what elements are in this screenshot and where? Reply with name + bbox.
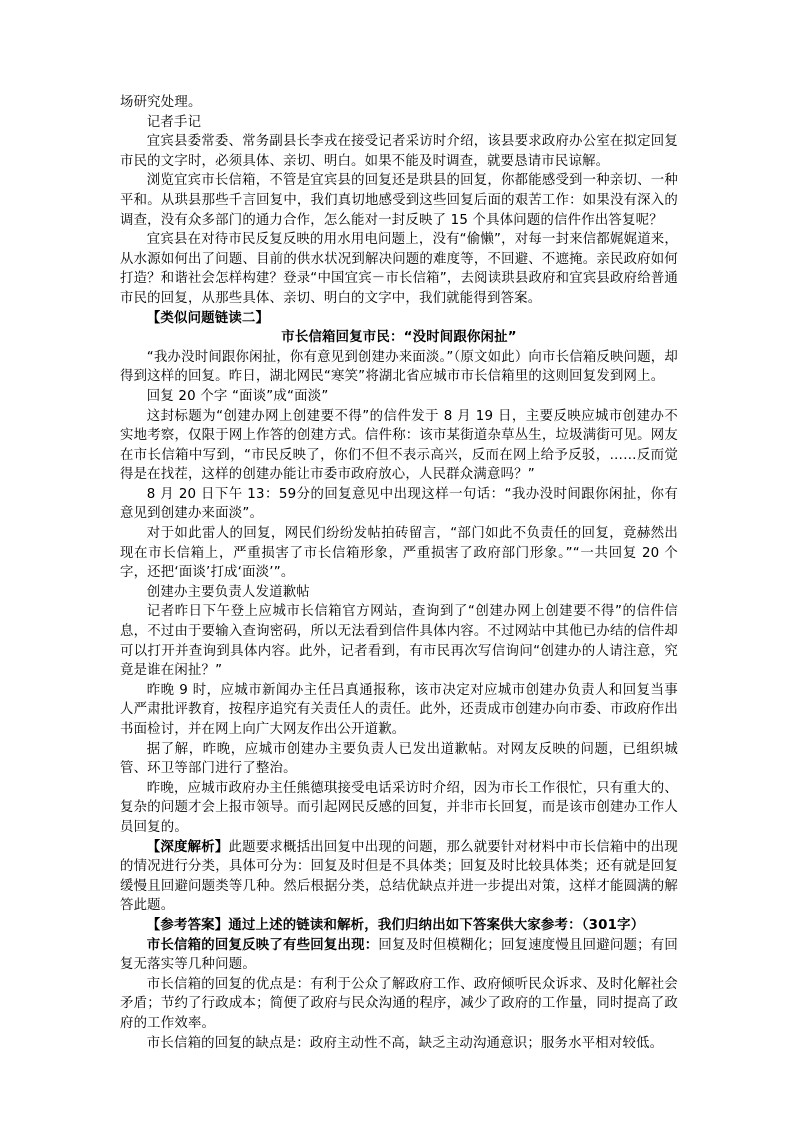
answer-lead: 通过上述的链读和解析，我们归纳出如下答案供大家参考：（301字） bbox=[228, 917, 645, 933]
answer-disadvantages: 市长信箱的回复的缺点是：政府主动性不高，缺乏主动沟通意识；服务水平相对较低。 bbox=[146, 1035, 664, 1051]
answer-paragraph bbox=[120, 916, 678, 936]
article-title: 市长信箱回复市民：“没时间跟你闲扯” bbox=[281, 330, 517, 346]
document-page bbox=[120, 93, 678, 1053]
paragraph: “我办没时间跟你闲扯，你有意见到创建办来面淡。”（原文如此）向市长信箱反映问题，却得到这样的回复。昨日，湖北网民“寒笑”将湖北省应城市市长信箱里的这则回复发到网上。 bbox=[120, 349, 678, 385]
paragraph: 宜宾县委常委、常务副县长李戎在接受记者采访时介绍，该县要求政府办公室在拟定回复市民的文字时，必须具体、亲切、明白。如果不能及时调查，就要恳请市民谅解。 bbox=[120, 134, 678, 169]
paragraph: 对于如此雷人的回复，网民们纷纷发帖拍砖留言，“部门如此不负责任的回复，竟赫然出现在市长信箱上，严重损害了市长信箱形象，严重损害了政府部门形象。”“一共回复 20 个字，还把‘面谈’打成‘面淡’”。 bbox=[120, 526, 678, 581]
analysis-text: 此题要求概括出回复中出现的问题，那么就要针对材料中市长信箱中的出现的情况进行分类，具体可分为：回复及时但是不具体类；回复及时比较具体类；还有就是回复缓慢且回避问题类等几种。然后根据分类，总结优缺点并进一步提出对策，这样才能圆满的解答此题。 bbox=[120, 839, 678, 914]
subheading: 回复 20 个字 “面谈”成“面淡” bbox=[146, 388, 329, 404]
paragraph-continuation: 场研究处理。 bbox=[120, 95, 202, 110]
paragraph: 记者昨日下午登上应城市长信箱官方网站，查询到了“创建办网上创建要不得”的信件信息，不过由于要输入查询密码，所以无法看到信件具体内容。不过网站中其他已办结的信件却可以打开并查询到具体内容。此外，记者看到，有市民再次写信询问“创建办的人请注意，究竟是谁在闲扯？” bbox=[120, 604, 678, 679]
section-label-similar-question: 【类似问题链读二】 bbox=[146, 310, 270, 326]
analysis-label: 【深度解析】 bbox=[146, 839, 229, 855]
analysis-paragraph bbox=[120, 838, 678, 916]
answer-problems-text: 回复及时但模糊化；回复速度慢且回避问题；有回复无落实等几种问题。 bbox=[120, 937, 678, 973]
paragraph: 8 月 20 日下午 13：59分的回复意见中出现这样一句话：“我办没时间跟你闲扯，你有意见到创建办来面淡”。 bbox=[120, 486, 678, 522]
answer-label: 【参考答案】 bbox=[146, 917, 229, 933]
answer-problems bbox=[120, 936, 678, 975]
answer-problems-lead: 市长信箱的回复反映了有些回复出现： bbox=[146, 937, 379, 953]
answer-advantages: 市长信箱的回复的优点是：有利于公众了解政府工作、政府倾听民众诉求、及时化解社会矛盾；节约了行政成本；简便了政府与民众沟通的程序，减少了政府的工作量，同时提高了政府的工作效率。 bbox=[120, 976, 678, 1031]
paragraph: 据了解，昨晚，应城市创建办主要负责人已发出道歉帖。对网友反映的问题，已组织城管、环卫等部门进行了整治。 bbox=[120, 741, 678, 777]
subheading: 创建办主要负责人发道歉帖 bbox=[146, 584, 310, 600]
paragraph: 这封标题为“创建办网上创建要不得”的信件发于 8 月 19 日，主要反映应城市创建办不实地考察，仅限于网上作答的创建方式。信件称：该市某街道杂草丛生，垃圾满街可见。网友在市长信箱中写到，“市民反映了，你们不但不表示高兴，反而在网上给予反驳，……反而觉得是在找茬，这样的创建办能让市委市政府放心，人民群众满意吗？” bbox=[120, 408, 678, 483]
paragraph: 浏览宜宾市长信箱，不管是宜宾县的回复还是珙县的回复，你都能感受到一种亲切、一种平和。从珙县那些千言回复中，我们真切地感受到这些回复后面的艰苦工作：如果没有深入的调查，没有众多部门的通力合作，怎么能对一封反映了 15 个具体问题的信件作出答复呢？ bbox=[120, 173, 678, 228]
paragraph: 昨晚 9 时，应城市新闻办主任吕真通报称，该市决定对应城市创建办负责人和回复当事人严肃批评教育，按程序追究有关责任人的责任。此外，还责成市创建办向市委、市政府作出书面检讨，并在网上向广大网友作出公开道歉。 bbox=[120, 682, 678, 737]
paragraph: 宜宾县在对待市民反复反映的用水用电问题上，没有“偷懒”，对每一封来信都娓娓道来，从水源如何出了问题、目前的供水状况到解决问题的难度等，不回避、不遮掩。亲民政府如何打造？和谐社会怎样构建？登录“中国宜宾－市长信箱”，去阅读珙县政府和宜宾县政府给普通市民的回复，从那些具体、亲切、明白的文字中，我们就能得到答案。 bbox=[120, 232, 678, 306]
paragraph: 昨晚，应城市政府办主任熊德琪接受电话采访时介绍，因为市长工作很忙，只有重大的、复杂的问题才会上报市领导。而引起网民反感的回复，并非市长回复，而是该市创建办工作人员回复的。 bbox=[120, 780, 678, 835]
section-heading-reporter-notes: 记者手记 bbox=[146, 114, 202, 130]
